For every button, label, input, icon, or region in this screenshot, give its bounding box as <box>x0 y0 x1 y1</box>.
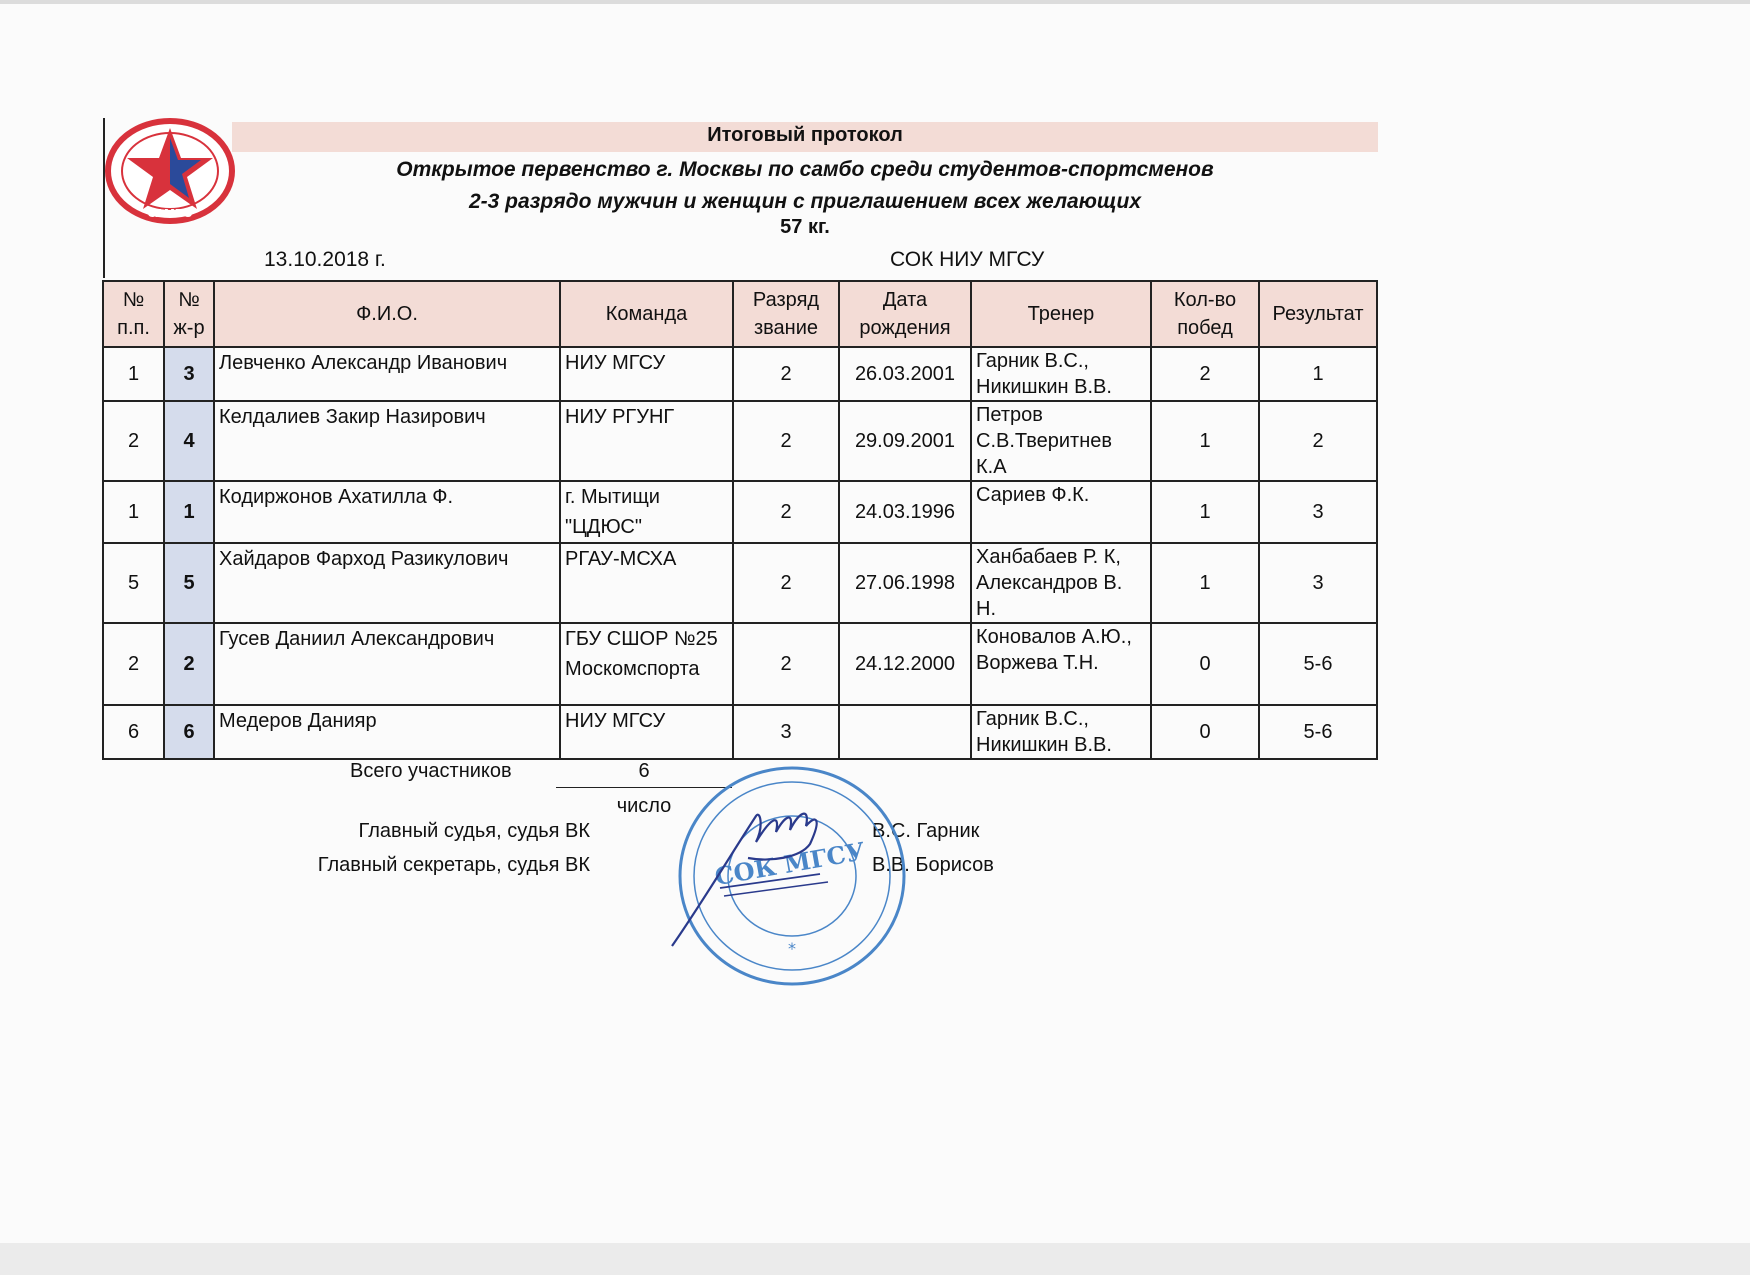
cell-place-number: 1 <box>103 481 164 543</box>
column-header-line: Разряд <box>752 289 820 311</box>
cell-result: 3 <box>1259 481 1377 543</box>
column-header-line: звание <box>753 317 819 339</box>
coach-line: Петров <box>976 404 1043 426</box>
scan-bottom-edge <box>0 1243 1750 1275</box>
coach-line: Воржева Т.Н. <box>976 652 1099 674</box>
team-line: НИУ РГУНГ <box>565 406 675 428</box>
cell-birth-date: 24.12.2000 <box>839 623 971 705</box>
cell-birth-date: 29.09.2001 <box>839 401 971 481</box>
total-participants-value: 6 <box>638 760 650 782</box>
stamp-text: СОК МГСУ <box>712 836 868 892</box>
cell-team <box>560 401 733 481</box>
coach-line: Никишкин В.В. <box>976 734 1112 756</box>
cell-rank: 2 <box>733 623 839 705</box>
cell-place-number: 2 <box>103 401 164 481</box>
coach-line: Александров В. Н. <box>976 572 1123 620</box>
table-row <box>103 481 1377 543</box>
table-row <box>103 623 1377 705</box>
cell-place-number: 2 <box>103 623 164 705</box>
cell-coach <box>971 543 1151 623</box>
cell-birth-date <box>839 705 971 759</box>
coach-line: Гарник В.С., <box>976 708 1089 730</box>
column-header-line: Результат <box>1272 303 1364 325</box>
team-line: РГАУ-МСХА <box>565 548 677 570</box>
column-header-line: № <box>178 289 200 311</box>
cell-athlete-name: Хайдаров Фарход Разикулович <box>214 543 560 623</box>
team-line: г. Мытищи <box>565 486 660 508</box>
table-header-row <box>103 281 1377 347</box>
cell-lot-number: 1 <box>164 481 214 543</box>
cell-rank: 3 <box>733 705 839 759</box>
cell-athlete-name: Медеров Данияр <box>214 705 560 759</box>
weight-class: 57 кг. <box>780 216 830 238</box>
coach-line: Гарник В.С., <box>976 350 1089 372</box>
cell-rank: 2 <box>733 481 839 543</box>
total-participants-label: Всего участников <box>350 760 512 782</box>
cell-result: 5-6 <box>1259 623 1377 705</box>
cell-athlete-name: Гусев Даниил Александрович <box>214 623 560 705</box>
cell-athlete-name: Келдалиев Закир Назирович <box>214 401 560 481</box>
chief-secretary-name: В.В. Борисов <box>872 854 994 876</box>
column-header <box>1151 281 1259 347</box>
svg-text:*: * <box>788 939 796 958</box>
cell-result: 5-6 <box>1259 705 1377 759</box>
column-header-line: Команда <box>605 303 688 325</box>
coach-line: С.В.Тверитнев К.А <box>976 430 1113 478</box>
cell-result: 3 <box>1259 543 1377 623</box>
coach-line: Ханбабаев Р. К, <box>976 546 1121 568</box>
coach-line: Никишкин В.В. <box>976 376 1112 398</box>
cell-rank: 2 <box>733 543 839 623</box>
cell-wins: 1 <box>1151 401 1259 481</box>
sambo-federation-logo <box>104 118 236 224</box>
cell-wins: 0 <box>1151 705 1259 759</box>
cell-wins: 0 <box>1151 623 1259 705</box>
cell-result: 1 <box>1259 347 1377 401</box>
cell-team <box>560 543 733 623</box>
cell-lot-number: 2 <box>164 623 214 705</box>
table-row <box>103 347 1377 401</box>
column-header-line: рождения <box>859 317 951 339</box>
cell-wins: 1 <box>1151 543 1259 623</box>
column-header <box>164 281 214 347</box>
table-row <box>103 401 1377 481</box>
cell-athlete-name: Левченко Александр Иванович <box>214 347 560 401</box>
cell-coach <box>971 623 1151 705</box>
cell-coach <box>971 401 1151 481</box>
column-header-line: Дата <box>882 289 928 311</box>
cell-lot-number: 3 <box>164 347 214 401</box>
cell-lot-number: 6 <box>164 705 214 759</box>
results-table <box>102 280 1378 760</box>
team-line: НИУ МГСУ <box>565 710 666 732</box>
team-line: Москомспорта <box>565 658 700 680</box>
column-header <box>1259 281 1377 347</box>
cell-coach <box>971 705 1151 759</box>
cell-coach <box>971 481 1151 543</box>
cell-birth-date: 26.03.2001 <box>839 347 971 401</box>
cell-team <box>560 623 733 705</box>
team-line: НИУ МГСУ <box>565 352 666 374</box>
competition-category: 2-3 разрядо мужчин и женщин с приглашением всех желающих <box>468 190 1142 213</box>
cell-team <box>560 705 733 759</box>
coach-line: Сариев Ф.К. <box>976 484 1090 506</box>
cell-team <box>560 481 733 543</box>
column-header <box>103 281 164 347</box>
column-header-line: побед <box>1177 317 1233 339</box>
table-row <box>103 543 1377 623</box>
column-header <box>971 281 1151 347</box>
cell-lot-number: 5 <box>164 543 214 623</box>
logo-text: САМБО <box>147 207 193 220</box>
signature <box>660 796 860 952</box>
column-header <box>733 281 839 347</box>
competition-name: Открытое первенство г. Москвы по самбо среди студентов-спортсменов <box>396 158 1214 181</box>
coach-line: Коновалов А.Ю., <box>976 626 1132 648</box>
cell-wins: 1 <box>1151 481 1259 543</box>
cell-birth-date: 24.03.1996 <box>839 481 971 543</box>
cell-birth-date: 27.06.1998 <box>839 543 971 623</box>
cell-rank: 2 <box>733 401 839 481</box>
column-header <box>214 281 560 347</box>
cell-team <box>560 347 733 401</box>
scan-top-edge <box>0 0 1750 4</box>
cell-wins: 2 <box>1151 347 1259 401</box>
chief-judge-role: Главный судья, судья ВК <box>358 820 590 842</box>
total-caption: число <box>616 795 672 817</box>
cell-place-number: 1 <box>103 347 164 401</box>
column-header <box>839 281 971 347</box>
cell-coach <box>971 347 1151 401</box>
chief-secretary-role: Главный секретарь, судья ВК <box>317 854 590 876</box>
cell-lot-number: 4 <box>164 401 214 481</box>
cell-place-number: 5 <box>103 543 164 623</box>
team-line: "ЦДЮС" <box>565 516 642 538</box>
column-header <box>560 281 733 347</box>
cell-result: 2 <box>1259 401 1377 481</box>
table-row <box>103 705 1377 759</box>
cell-rank: 2 <box>733 347 839 401</box>
team-line: ГБУ СШОР №25 <box>565 628 718 650</box>
column-header-line: Кол-во <box>1173 289 1237 311</box>
competition-date: 13.10.2018 г. <box>264 248 386 271</box>
competition-venue: СОК НИУ МГСУ <box>890 248 1045 271</box>
chief-judge-name: В.С. Гарник <box>872 820 980 842</box>
cell-athlete-name: Кодиржонов Ахатилла Ф. <box>214 481 560 543</box>
column-header-line: п.п. <box>117 317 150 339</box>
protocol-title: Итоговый протокол <box>707 124 903 146</box>
column-header-line: № <box>122 289 145 311</box>
column-header-line: ж-р <box>173 317 205 339</box>
column-header-line: Тренер <box>1027 303 1095 325</box>
column-header-line: Ф.И.О. <box>356 303 418 325</box>
cell-place-number: 6 <box>103 705 164 759</box>
